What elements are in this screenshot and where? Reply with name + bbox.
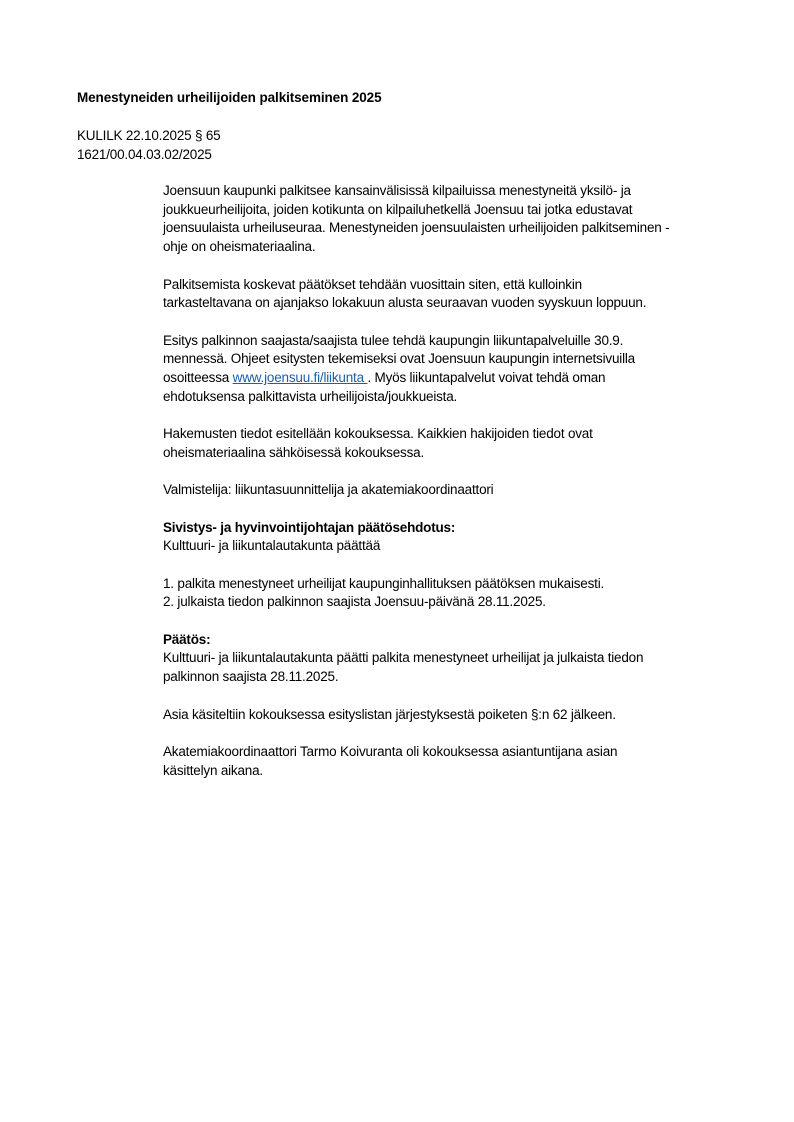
proposal-item: 2. julkaista tiedon palkinnon saajista Joensuu-päivänä 28.11.2025. [163, 594, 546, 610]
liikunta-website-link[interactable]: www.joensuu.fi/liikunta [232, 370, 368, 385]
text-line: käsittelyn aikana. [163, 762, 263, 778]
text-fragment: osoitteessa [163, 370, 233, 385]
text-line: tarkasteltavana on ajanjakso lokakuun alusta seuraavan vuoden syyskuun loppuun. [163, 295, 647, 311]
text-line: mennessä. Ohjeet esitysten tekemiseksi ovat Joensuun kaupungin internetsivuilla [163, 351, 635, 367]
text-line-with-link [163, 369, 743, 388]
text-line: Akatemiakoordinaattori Tarmo Koivuranta oli kokouksessa asiantuntijana asian [163, 743, 618, 759]
decision-section [163, 631, 743, 687]
meeting-reference: KULILK 22.10.2025 § 65 [77, 128, 221, 143]
proposal-intro: Kulttuuri- ja liikuntalautakunta päättää [163, 538, 381, 554]
text-line: Esitys palkinnon saajasta/saajista tulee tehdä kaupungin liikuntapalveluille 30.9. [163, 332, 624, 348]
text-line: oheismateriaalina sähköisessä kokouksessa. [163, 444, 424, 460]
proposal-heading: Sivistys- ja hyvinvointijohtajan päätösehdotus: [163, 519, 456, 535]
text-fragment: . Myös liikuntapalvelut voivat tehdä oman [367, 370, 606, 385]
document-body [163, 182, 743, 799]
text-line: Kulttuuri- ja liikuntalautakunta päätti palkita menestyneet urheilijat ja julkaista tiedon [163, 650, 644, 666]
text-line: Valmistelija: liikuntasuunnittelija ja akatemiakoordinaattori [163, 482, 494, 498]
document-title: Menestyneiden urheilijoiden palkitseminen 2025 [77, 90, 382, 105]
text-line: ehdotuksensa palkittavista urheilijoista/joukkueista. [163, 388, 458, 404]
paragraph-intro [163, 182, 743, 257]
text-line: palkinnon saajista 28.11.2025. [163, 669, 339, 685]
text-line: Joensuun kaupunki palkitsee kansainvälisissä kilpailuissa menestyneitä yksilö- ja [163, 183, 631, 198]
paragraph-period [163, 276, 743, 313]
text-line: Asia käsiteltiin kokouksessa esityslistan järjestyksestä poiketen §:n 62 jälkeen. [163, 706, 616, 722]
case-number: 1621/00.04.03.02/2025 [77, 147, 212, 162]
text-line: joukkueurheilijoita, joiden kotikunta on kilpailuhetkellä Joensuu tai jotka edustavat [163, 201, 633, 217]
document-meta [77, 126, 220, 164]
text-line: ohje on oheismateriaalina. [163, 239, 316, 255]
order-note [163, 706, 743, 725]
text-line: Palkitsemista koskevat päätökset tehdään vuosittain siten, että kulloinkin [163, 276, 582, 292]
expert-note [163, 743, 743, 780]
proposal-items [163, 575, 743, 612]
paragraph-submission [163, 332, 743, 407]
preparer [163, 481, 743, 500]
paragraph-applications [163, 425, 743, 462]
text-line: joensuulaista urheiluseuraa. Menestyneiden joensuulaisten urheilijoiden palkitseminen - [163, 220, 670, 236]
text-line: Hakemusten tiedot esitellään kokouksessa. Kaikkien hakijoiden tiedot ovat [163, 426, 593, 442]
proposal-item: 1. palkita menestyneet urheilijat kaupunginhallituksen päätöksen mukaisesti. [163, 575, 605, 591]
proposal-section [163, 519, 743, 556]
decision-heading: Päätös: [163, 631, 211, 647]
